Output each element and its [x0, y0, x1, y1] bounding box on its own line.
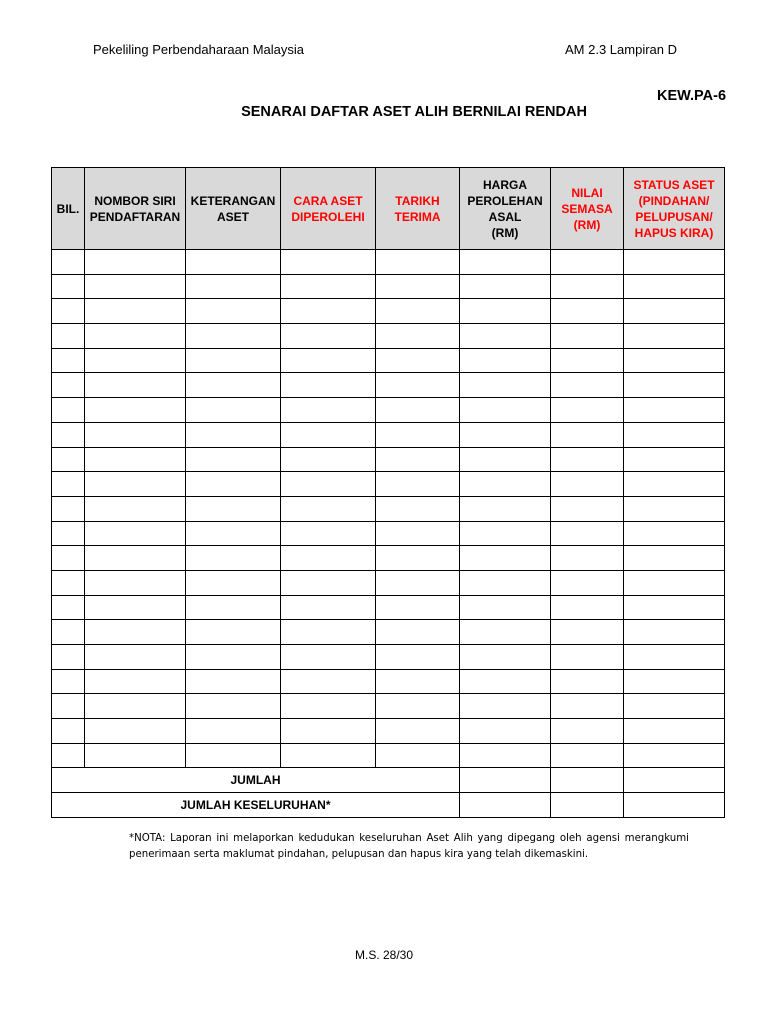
grand-total-row-cell[interactable] [551, 793, 624, 818]
table-cell[interactable] [186, 620, 281, 645]
table-cell[interactable] [52, 645, 85, 670]
table-cell[interactable] [85, 521, 186, 546]
table-cell[interactable] [281, 570, 376, 595]
column-header-line: (RM) [573, 217, 601, 232]
table-cell[interactable] [460, 694, 551, 719]
table-cell[interactable] [376, 669, 460, 694]
column-header-line: PEROLEHAN [467, 193, 543, 208]
table-cell[interactable] [85, 447, 186, 472]
table-cell[interactable] [551, 250, 624, 275]
table-cell[interactable] [52, 669, 85, 694]
table-cell[interactable] [52, 570, 85, 595]
table-cell[interactable] [281, 324, 376, 349]
table-cell[interactable] [460, 274, 551, 299]
table-row [52, 719, 725, 744]
table-cell[interactable] [281, 595, 376, 620]
table-cell[interactable] [85, 719, 186, 744]
table-cell[interactable] [85, 669, 186, 694]
table-cell[interactable] [376, 719, 460, 744]
table-cell[interactable] [186, 669, 281, 694]
table-cell[interactable] [186, 694, 281, 719]
table-cell[interactable] [551, 645, 624, 670]
table-cell[interactable] [460, 250, 551, 275]
table-cell[interactable] [85, 743, 186, 768]
table-cell[interactable] [376, 546, 460, 571]
table-row [52, 521, 725, 546]
table-cell[interactable] [85, 299, 186, 324]
table-cell[interactable] [460, 546, 551, 571]
table-cell[interactable] [52, 348, 85, 373]
table-cell[interactable] [460, 645, 551, 670]
table-cell[interactable] [52, 719, 85, 744]
table-cell[interactable] [460, 373, 551, 398]
table-cell[interactable] [460, 324, 551, 349]
grand-total-row-label: JUMLAH KESELURUHAN* [52, 793, 460, 818]
table-cell[interactable] [624, 546, 725, 571]
table-cell[interactable] [281, 496, 376, 521]
table-cell[interactable] [624, 521, 725, 546]
table-cell[interactable] [186, 719, 281, 744]
table-cell[interactable] [52, 620, 85, 645]
table-cell[interactable] [376, 595, 460, 620]
column-header [281, 168, 376, 250]
table-cell[interactable] [376, 620, 460, 645]
table-cell[interactable] [186, 496, 281, 521]
table-cell[interactable] [52, 546, 85, 571]
grand-total-row-cell[interactable] [624, 793, 725, 818]
column-header-line: NOMBOR SIRI [94, 193, 176, 208]
table-row [52, 595, 725, 620]
table-cell[interactable] [376, 472, 460, 497]
document-title: SENARAI DAFTAR ASET ALIH BERNILAI RENDAH [241, 104, 587, 120]
table-cell[interactable] [551, 570, 624, 595]
table-cell[interactable] [376, 521, 460, 546]
column-header-line: TERIMA [394, 209, 441, 224]
table-cell[interactable] [624, 398, 725, 423]
table-cell[interactable] [376, 645, 460, 670]
column-header-line: PENDAFTARAN [89, 209, 181, 224]
table-cell[interactable] [551, 669, 624, 694]
column-header [376, 168, 460, 250]
column-header-line: BIL. [56, 201, 80, 216]
table-cell[interactable] [624, 472, 725, 497]
table-cell[interactable] [551, 521, 624, 546]
table-cell[interactable] [624, 570, 725, 595]
table-cell[interactable] [52, 250, 85, 275]
column-header-line: TARIKH [395, 193, 440, 208]
table-cell[interactable] [624, 694, 725, 719]
table-cell[interactable] [85, 324, 186, 349]
table-cell[interactable] [186, 274, 281, 299]
table-row [52, 472, 725, 497]
table-cell[interactable] [376, 743, 460, 768]
document-header-left: Pekeliling Perbendaharaan Malaysia [93, 42, 305, 57]
table-cell[interactable] [376, 324, 460, 349]
table-cell[interactable] [85, 472, 186, 497]
table-cell[interactable] [281, 373, 376, 398]
table-cell[interactable] [624, 620, 725, 645]
table-row [52, 694, 725, 719]
table-cell[interactable] [624, 274, 725, 299]
table-cell[interactable] [551, 595, 624, 620]
total-row-cell[interactable] [551, 768, 624, 793]
table-cell[interactable] [551, 719, 624, 744]
asset-register-table [51, 167, 725, 818]
document-header-right: AM 2.3 Lampiran D [565, 42, 677, 57]
table-cell[interactable] [624, 250, 725, 275]
table-cell[interactable] [281, 645, 376, 670]
table-cell[interactable] [624, 595, 725, 620]
table-cell[interactable] [376, 299, 460, 324]
table-cell[interactable] [281, 546, 376, 571]
table-cell[interactable] [52, 595, 85, 620]
table-row [52, 669, 725, 694]
table-cell[interactable] [281, 620, 376, 645]
table-cell[interactable] [460, 719, 551, 744]
table-cell[interactable] [186, 546, 281, 571]
column-header-line: HARGA [483, 177, 527, 192]
table-cell[interactable] [624, 719, 725, 744]
table-cell[interactable] [186, 299, 281, 324]
table-cell[interactable] [624, 447, 725, 472]
table-cell[interactable] [85, 422, 186, 447]
table-cell[interactable] [186, 472, 281, 497]
table-cell[interactable] [460, 496, 551, 521]
table-cell[interactable] [460, 743, 551, 768]
table-cell[interactable] [551, 447, 624, 472]
table-cell[interactable] [281, 348, 376, 373]
table-cell[interactable] [186, 348, 281, 373]
table-row [52, 274, 725, 299]
column-header [551, 168, 624, 250]
table-row [52, 373, 725, 398]
table-cell[interactable] [52, 373, 85, 398]
table-cell[interactable] [624, 496, 725, 521]
table-row [52, 422, 725, 447]
table-cell[interactable] [281, 250, 376, 275]
column-header [85, 168, 186, 250]
table-cell[interactable] [85, 274, 186, 299]
table-body [52, 250, 725, 818]
table-cell[interactable] [281, 299, 376, 324]
grand-total-row-cell[interactable] [460, 793, 551, 818]
table-cell[interactable] [376, 447, 460, 472]
column-header-line: DIPEROLEHI [291, 209, 365, 224]
table-cell[interactable] [460, 299, 551, 324]
table-cell[interactable] [551, 274, 624, 299]
table-cell[interactable] [624, 348, 725, 373]
table-cell[interactable] [551, 324, 624, 349]
table-cell[interactable] [281, 447, 376, 472]
table-cell[interactable] [186, 250, 281, 275]
table-cell[interactable] [85, 595, 186, 620]
table-cell[interactable] [460, 422, 551, 447]
table-cell[interactable] [281, 472, 376, 497]
table-cell[interactable] [376, 373, 460, 398]
table-cell[interactable] [281, 694, 376, 719]
table-header-row [52, 168, 725, 250]
table-cell[interactable] [376, 348, 460, 373]
table-cell[interactable] [460, 348, 551, 373]
table-cell[interactable] [624, 299, 725, 324]
table-cell[interactable] [52, 521, 85, 546]
table-cell[interactable] [624, 669, 725, 694]
table-cell[interactable] [281, 521, 376, 546]
table-row [52, 620, 725, 645]
table-cell[interactable] [376, 250, 460, 275]
table-cell[interactable] [460, 521, 551, 546]
page-number: M.S. 28/30 [354, 948, 414, 962]
table-row [52, 447, 725, 472]
table-cell[interactable] [85, 250, 186, 275]
table-cell[interactable] [460, 669, 551, 694]
table-cell[interactable] [460, 620, 551, 645]
column-header [52, 168, 85, 250]
column-header-line: ASET [216, 209, 249, 224]
table-cell[interactable] [281, 719, 376, 744]
table-cell[interactable] [52, 422, 85, 447]
table-cell[interactable] [281, 422, 376, 447]
table-row [52, 546, 725, 571]
table-cell[interactable] [376, 496, 460, 521]
table-row [52, 743, 725, 768]
table-cell[interactable] [85, 694, 186, 719]
table-cell[interactable] [281, 274, 376, 299]
table-cell[interactable] [624, 743, 725, 768]
table-cell[interactable] [85, 348, 186, 373]
table-cell[interactable] [52, 274, 85, 299]
table-row [52, 299, 725, 324]
column-header-line: STATUS ASET [633, 177, 715, 192]
table-cell[interactable] [460, 472, 551, 497]
table-cell[interactable] [281, 669, 376, 694]
table-cell[interactable] [551, 348, 624, 373]
total-row-label: JUMLAH [52, 768, 460, 793]
total-row [52, 768, 725, 793]
table-cell[interactable] [186, 422, 281, 447]
table-cell[interactable] [624, 373, 725, 398]
column-header-line: SEMASA [561, 201, 613, 216]
table-cell[interactable] [52, 496, 85, 521]
table-cell[interactable] [186, 595, 281, 620]
table-cell[interactable] [52, 694, 85, 719]
column-header-line: (PINDAHAN/ [638, 193, 710, 208]
footnote: *NOTA: Laporan ini melaporkan kedudukan keseluruhan Aset Alih yang dipegang oleh agensi merangkumi penerimaan serta maklumat pindahan, pelupusan dan hapus kira yang telah dikemaskini. [129, 833, 689, 860]
column-header-line: HAPUS KIRA) [634, 225, 714, 240]
table-row [52, 645, 725, 670]
form-code: KEW.PA-6 [657, 88, 727, 104]
column-header-line: ASAL [488, 209, 522, 224]
table-row [52, 324, 725, 349]
table-cell[interactable] [186, 447, 281, 472]
table-cell[interactable] [460, 595, 551, 620]
table-cell[interactable] [551, 496, 624, 521]
table-row [52, 348, 725, 373]
table-cell[interactable] [186, 324, 281, 349]
table-cell[interactable] [85, 645, 186, 670]
table-cell[interactable] [52, 472, 85, 497]
table-cell[interactable] [186, 521, 281, 546]
table-cell[interactable] [281, 743, 376, 768]
grand-total-row [52, 793, 725, 818]
table-cell[interactable] [551, 422, 624, 447]
table-cell[interactable] [85, 546, 186, 571]
column-header-line: PELUPUSAN/ [635, 209, 713, 224]
column-header [186, 168, 281, 250]
table-cell[interactable] [52, 398, 85, 423]
table-cell[interactable] [186, 570, 281, 595]
table-cell[interactable] [376, 570, 460, 595]
table-cell[interactable] [624, 645, 725, 670]
column-header-line: CARA ASET [293, 193, 363, 208]
table-cell[interactable] [551, 743, 624, 768]
table-cell[interactable] [376, 694, 460, 719]
table-cell[interactable] [85, 570, 186, 595]
table-cell[interactable] [281, 398, 376, 423]
table-row [52, 496, 725, 521]
table-cell[interactable] [186, 398, 281, 423]
table-cell[interactable] [85, 620, 186, 645]
table-cell[interactable] [551, 620, 624, 645]
table-cell[interactable] [186, 645, 281, 670]
table-cell[interactable] [376, 398, 460, 423]
table-cell[interactable] [376, 422, 460, 447]
total-row-cell[interactable] [624, 768, 725, 793]
table-row [52, 250, 725, 275]
table-cell[interactable] [624, 422, 725, 447]
column-header [624, 168, 725, 250]
table-cell[interactable] [460, 570, 551, 595]
table-cell[interactable] [460, 447, 551, 472]
table-cell[interactable] [85, 496, 186, 521]
column-header-line: (RM) [491, 225, 519, 240]
column-header-line: KETERANGAN [190, 193, 276, 208]
table-row [52, 398, 725, 423]
table-cell[interactable] [85, 398, 186, 423]
table-cell[interactable] [551, 299, 624, 324]
table-cell[interactable] [376, 274, 460, 299]
table-cell[interactable] [85, 373, 186, 398]
table-cell[interactable] [551, 398, 624, 423]
table-cell[interactable] [551, 694, 624, 719]
table-cell[interactable] [52, 447, 85, 472]
table-cell[interactable] [551, 546, 624, 571]
table-cell[interactable] [551, 373, 624, 398]
table-cell[interactable] [551, 472, 624, 497]
table-cell[interactable] [186, 373, 281, 398]
total-row-cell[interactable] [460, 768, 551, 793]
table-cell[interactable] [624, 324, 725, 349]
table-cell[interactable] [52, 299, 85, 324]
column-header-line: NILAI [571, 185, 603, 200]
table-cell[interactable] [52, 324, 85, 349]
table-cell[interactable] [52, 743, 85, 768]
table-cell[interactable] [460, 398, 551, 423]
table-cell[interactable] [186, 743, 281, 768]
column-header [460, 168, 551, 250]
table-row [52, 570, 725, 595]
